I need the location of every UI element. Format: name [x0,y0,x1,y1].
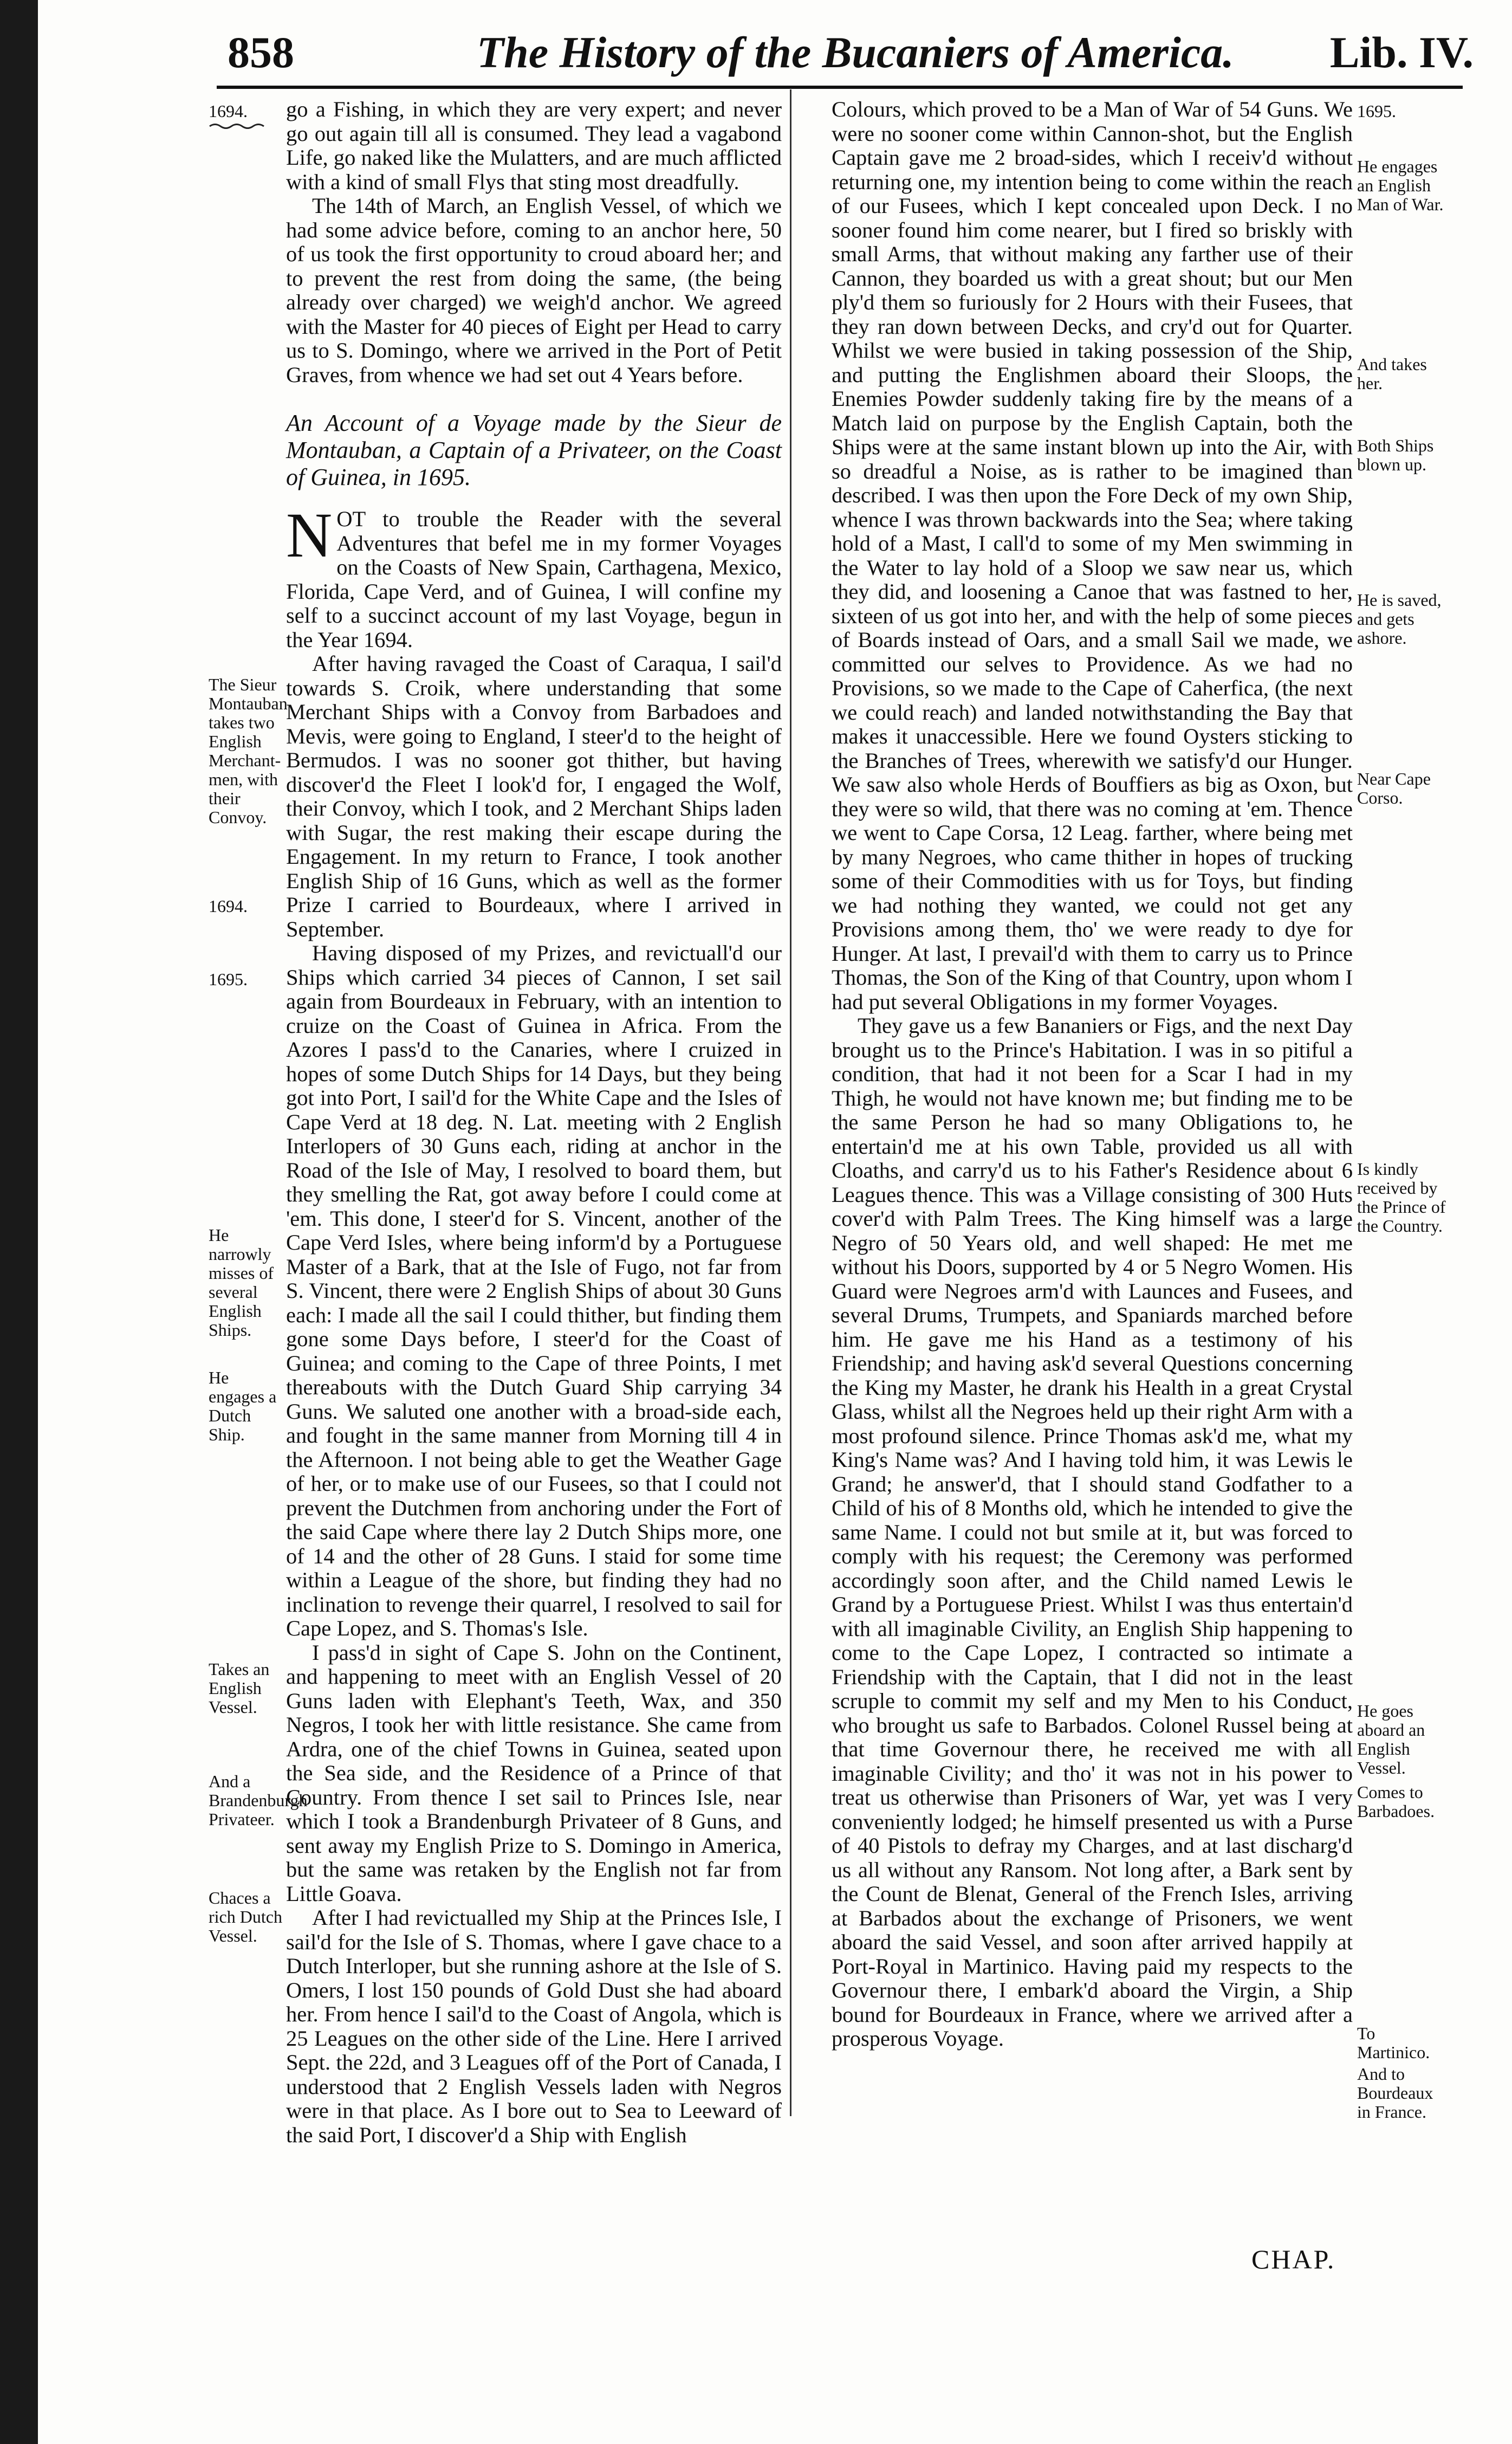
margin-note-sieur: The Sieur Montauban takes two English Merchant-men, with their Convoy. [209,675,288,827]
paragraph-text: OT to trouble the Reader with the several Adventures that befel me in my former Voyages on the Coasts of New Spain, Carthagena, Mexico, Florida, Cape Verd, and of Guinea, I will confine my self to a succinct account of my last Voyage, begun in the Year 1694. [286,507,782,652]
margin-note-dutch-ship: He engages a Dutch Ship. [209,1368,277,1444]
margin-note-english-vessel: Takes an English Vessel. [209,1659,270,1717]
margin-flourish [209,122,268,130]
page-number: 858 [228,28,294,77]
margin-note-blown-up: Both Ships blown up. [1357,436,1434,474]
right-column [832,98,1353,2051]
margin-year: 1695. [209,969,248,989]
margin-note-takes-her: And takes her. [1357,354,1427,393]
paragraph: I pass'd in sight of Cape S. John on the Continent, and happening to meet with an English Vessel of 20 Guns laden with Elephant's Teeth, Wax, and 350 Negros, I took her with little resistance. She came from Ardra, one of the chief Towns in Guinea, seated upon the Sea side, and the Residence of a Prince of that Country. From thence I set sail to Princes Isle, near which I took a Brandenburgh Privateer of 8 Guns, and sent away my English Prize to S. Domingo in America, but the same was retaken by the English not far from Little Goava. [286,1640,782,1906]
paragraph: They gave us a few Bananiers or Figs, and the next Day brought us to the Prince's Habitation. I was in so pitiful a condition, that had it not been for a Scar I had in my Thigh, he would not have known me; but finding me to be the same Person he had so many Obligations to, he entertain'd me at his own Table, provided us all with Cloaths, and carry'd us to his Father's Residence about 6 Leagues thence. This was a Village consisting of 300 Huts cover'd with Palm Trees. The King himself was a large Negro of 50 Years old, and well shaped: He met me without his Doors, supported by 4 or 5 Negro Women. His Guard were Negroes arm'd with Launces and Fusees, and several Drums, Trumpets, and Spaniards marched before him. He gave me his Hand as a testimony of his Friendship; and having ask'd several Questions concerning the King my Master, he drank his Health in a great Crystal Glass, whilst all the Negroes held up their right Arm with a most profound silence. Prince Thomas ask'd me, what my King's Name was? And I having told him, it was Lewis le Grand; he answer'd, that I should stand Godfather to a Child of his of 8 Months old, which he intended to give the same Name. I could not but smile at it, but was forced to comply with his request; the Ceremony was performed accordingly soon after, and the Child named Lewis le Grand by a Portuguese Priest. Whilst I was thus entertain'd with all imaginable Civility, an English Ship happening to come to the Cape Lopez, I contracted so intimate a Friendship with the Captain, that I did not in the least scruple to commit my self and my Men to his Conduct, who brought us safe to Barbados. Colonel Russel being at that time Governour there, he received me with all imaginable Civility; and tho' it was not in his power to treat us otherwise than Prisoners of War, yet was I very conveniently lodged; he himself presented us with a Purse of 40 Pistols to defray my Charges, and at last discharg'd us all without any Ransom. Not long after, a Bark sent by the Count de Blenat, General of the French Isles, arriving at Barbados about the exchange of Prisoners, we went aboard the said Vessel, and soon after arrived happily at Port-Royal in Martinico. Having paid my respects to the Governour there, I embark'd aboard the Virgin, a Ship bound for Bourdeaux in France, where we arrived after a prosperous Voyage. [832,1013,1353,2051]
page-header [217,22,1479,81]
paragraph: After I had revictualled my Ship at the Princes Isle, I sail'd for the Isle of S. Thomas, where I gave chace to a Dutch Interloper, but she running ashore at the Isle of S. Omers, I lost 150 pounds of Gold Dust she had aboard her. From hence I sail'd to the Coast of Angola, which is 25 Leagues on the other side of the Line. Here I arrived Sept. the 22d, and 3 Leagues off of the Port of Canada, I understood that 2 English Vessels laden with Negros were in that place. As I bore out to Sea to Leeward of the said Port, I discover'd a Ship with English [286,1905,782,2147]
margin-note-saved: He is saved, and gets ashore. [1357,590,1442,648]
margin-year: 1695. [1357,101,1396,121]
header-rule [217,86,1463,89]
left-column [286,98,782,2147]
paragraph: After having ravaged the Coast of Caraqua, I sail'd towards S. Croik, where understanding that some Merchant Ships with a Convoy from Barbadoes and Mevis, were going to England, I steer'd to the height of Bermudos. I was no sooner got thither, but having discover'd the Fleet I look'd for, I engaged the Wolf, their Convoy, which I took, and 2 Merchant Ships laden with Sugar, the rest making their escape during the Engagement. In my return to France, I took another English Ship of 16 Guns, which as well as the former Prize I carried to Bourdeaux, where I arrived in September. [286,651,782,941]
margin-note-cape-corso: Near Cape Corso. [1357,769,1431,807]
margin-note-dutch-vessel: Chaces a rich Dutch Vessel. [209,1888,282,1945]
margin-note-narrowly: He narrowly misses of several English Ships. [209,1225,274,1340]
margin-note-barbadoes: Comes to Barbadoes. [1357,1782,1435,1821]
column-divider [790,89,791,2116]
margin-year: 1694. [209,101,248,121]
margin-note-goes-aboard: He goes aboard an English Vessel. [1357,1701,1425,1777]
drop-cap: N [286,500,333,571]
paragraph [286,500,782,652]
paragraph: The 14th of March, an English Vessel, of which we had some advice before, coming to an anchor here, 50 of us took the first opportunity to croud aboard her; and to prevent the rest from doing the same, (the being already over charged) we weigh'd anchor. We agreed with the Master for 40 pieces of Eight per Head to carry us to S. Domingo, where we arrived in the Port of Petit Graves, from whence we had set out 4 Years before. [286,193,782,387]
paragraph: Colours, which proved to be a Man of War of 54 Guns. We were no sooner come within Cannon-shot, but the English Captain gave me 2 broad-sides, which I receiv'd without returning one, my intention being to come within the reach of our Fusees, which I kept concealed upon Deck. I no sooner found him come nearer, but I fired so briskly with small Arms, that without making any farther use of their Cannon, they boarded us with a great shout; but our Men ply'd them so furiously for 2 Hours with their Fusees, that they ran down between Decks, and cry'd out for Quarter. Whilst we were busied in taking possession of the Ship, and putting the Englishmen aboard their Sloops, the Enemies Powder suddenly taking fire by the means of a Match laid on purpose by the English Captain, both the Ships were at the same instant blown up into the Air, with so dreadful a Noise, as is rather to be imagined than described. I was then upon the Fore Deck of my own Ship, whence I was thrown backwards into the Sea; where taking hold of a Mast, I call'd to some of my Men swimming in the Water to lay hold of a Sloop we saw near us, which they did, and loosening a Canoe that was fastned to her, sixteen of us got into her, and with the help of some pieces of Boards instead of Oars, and a small Sail we made, we committed our selves to Providence. As we had no Provisions, so we made to the Cape of Caherfica, (the next we could reach) and landed notwithstanding the Bay that makes it unaccessible. Here we found Oysters sticking to the Branches of Trees, wherewith we satisfy'd our Hunger. We saw also whole Herds of Bouffiers as big as Oxon, but they were so wild, that there was no coming at 'em. Thence we went to Cape Corsa, 12 Leag. farther, where being met by many Negroes, who came thither in hopes of trucking some of their Commodities with us for Toys, but finding we had nothing they wanted, we could not get any Provisions among them, tho' we were ready to dye for Hunger. At last, I prevail'd with them to carry us to Prince Thomas, the Son of the King of that Country, upon whom I had put several Obligations in my former Voyages. [832,97,1353,1014]
book-number: Lib. IV. [1329,28,1474,77]
margin-note-man-of-war: He engages an English Man of War. [1357,157,1444,214]
catchword: CHAP. [1251,2244,1336,2274]
margin-note-bourdeaux: And to Bourdeaux in France. [1357,2064,1433,2122]
margin-note-kindly-received: Is kindly received by the Prince of the Country. [1357,1159,1446,1236]
margin-year: 1694. [209,896,248,916]
scan-edge [0,0,38,2444]
paragraph: go a Fishing, in which they are very expert; and never go out again till all is consumed. They lead a vagabond Life, go naked like the Mulatters, and are much afflicted with a kind of small Flys that sting most dreadfully. [286,97,782,194]
section-heading: An Account of a Voyage made by the Sieur de Montauban, a Captain of a Privateer, on the Coast of Guinea, in 1695. [286,410,782,490]
paragraph: Having disposed of my Prizes, and revictuall'd our Ships which carried 34 pieces of Cannon, I set sail again from Bourdeaux in February, with an intention to cruize on the Coast of Guinea in Africa. From the Azores I pass'd to the Canaries, where I cruized in hopes of some Dutch Ships for 14 Days, but they being got into Port, I sail'd for the White Cape and the Isles of Cape Verd at 18 deg. N. Lat. meeting with 2 English Interlopers of 30 Guns each, riding at anchor in the Road of the Isle of May, I resolved to board them, but they smelling the Rat, got away before I could come at 'em. This done, I steer'd for S. Vincent, another of the Cape Verd Isles, where being inform'd by a Portuguese Master of a Bark, that at the Isle of Fugo, not far from S. Vincent, there were 2 English Ships of about 30 Guns each: I made all the sail I could thither, but finding them gone some Days before, I steer'd for the Coast of Guinea; and coming to the Cape of three Points, I met thereabouts with the Dutch Guard Ship carrying 34 Guns. We saluted one another with a broad-side each, and fought in the same manner from Morning till 4 in the Afternoon. I not being able to get the Weather Gage of her, or to make use of our Fusees, so that I could not prevent the Dutchmen from anchoring under the Fort of the said Cape where there lay 2 Dutch Ships more, one of 14 and the other of 28 Guns. I staid for some time within a League of the shore, but finding they had no inclination to revenge their quarrel, I resolved to sail for Cape Lopez, and S. Thomas's Isle. [286,941,782,1640]
margin-note-martinico: To Martinico. [1357,2023,1430,2062]
running-title: The History of the Bucaniers of America. [477,28,1234,77]
margin-note-brandenburgh: And a Brandenburgh Privateer. [209,1771,308,1829]
